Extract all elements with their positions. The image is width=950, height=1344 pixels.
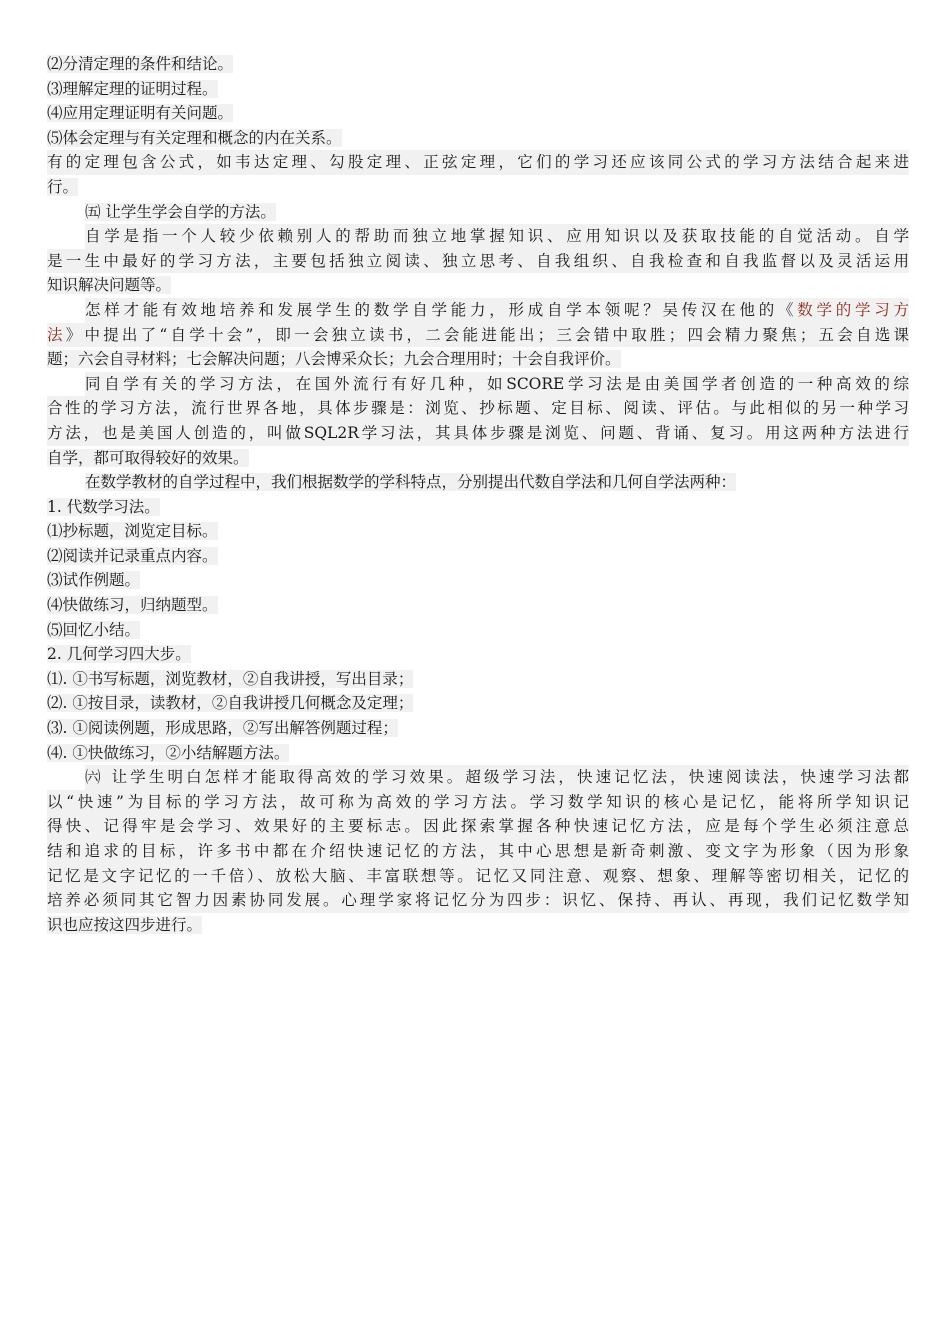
text-line: [47, 396, 909, 421]
text-line-content: [85, 224, 909, 249]
text-segment: ⑷. ①快做练习，②小结解题方法。: [47, 743, 290, 762]
text-segment: ⑷快做练习，归纳题型。: [47, 596, 218, 615]
text-segment: 》中提出了“自学十会”，即一会独立读书，二会能进能出；三会错中取胜；四会精力聚焦；五会自选课: [65, 325, 909, 344]
text-line-content: [47, 571, 140, 589]
text-line: [47, 77, 909, 102]
text-line: [47, 593, 909, 618]
text-line: [47, 495, 909, 520]
text-line-content: [47, 645, 191, 663]
text-line-content: [85, 765, 909, 790]
text-line-content: [47, 694, 413, 712]
text-line: [47, 667, 909, 692]
text-line-content: [47, 421, 909, 446]
text-line: [47, 716, 909, 741]
text-segment: ⑸体会定理与有关定理和概念的内在关系。: [47, 128, 342, 147]
text-line: [47, 249, 909, 274]
text-line: [47, 470, 909, 495]
text-line: [47, 519, 909, 544]
text-line-content: [47, 596, 218, 614]
text-line: [47, 347, 909, 372]
text-segment: ⑶理解定理的证明过程。: [47, 79, 218, 98]
text-line-content: [85, 203, 276, 221]
text-line: [47, 273, 909, 298]
text-line: [47, 642, 909, 667]
text-line-content: [47, 547, 218, 565]
text-segment: 同自学有关的学习方法，在国外流行有好几种，如SCORE学习法是由美国学者创造的一种高效的综: [85, 374, 909, 393]
text-segment: ⑶. ①阅读例题，形成思路，②写出解答例题过程；: [47, 719, 398, 738]
text-segment: 行。: [47, 177, 79, 196]
text-line: [47, 765, 909, 790]
text-line-content: [47, 888, 909, 913]
text-line: [47, 618, 909, 643]
text-line-content: [47, 621, 140, 639]
text-line-content: [47, 178, 78, 196]
text-line: [47, 421, 909, 446]
text-line: [47, 790, 909, 815]
text-line-content: [47, 55, 233, 73]
text-line-content: [47, 323, 909, 348]
text-line: [47, 741, 909, 766]
text-line-content: [47, 104, 233, 122]
text-line: [47, 913, 909, 938]
text-line: [47, 888, 909, 913]
text-segment: 方法，也是美国人创造的，叫做SQL2R学习法，其具体步骤是浏览、问题、背诵、复习。用这两种方法进行: [47, 423, 909, 442]
text-line-content: [47, 864, 909, 889]
text-line: [47, 52, 909, 77]
book-title-text: 数学的学习方: [797, 300, 909, 319]
text-line-content: [47, 670, 413, 688]
text-segment: 培养必须同其它智力因素协同发展。心理学家将记忆分为四步：识忆、保持、再认、再现，我们记忆数学知: [47, 891, 909, 910]
book-title-text: 法: [47, 325, 66, 344]
text-line: [47, 568, 909, 593]
text-segment: ⑵. ①按目录，读教材，②自我讲授几何概念及定理；: [47, 694, 414, 713]
text-line-content: [47, 249, 909, 274]
text-line: [47, 126, 909, 151]
text-segment: ⑶试作例题。: [47, 571, 141, 590]
text-line-content: [47, 80, 218, 98]
text-line-content: [47, 522, 218, 540]
text-line: [47, 372, 909, 397]
document-page: [47, 52, 909, 937]
text-line: [47, 864, 909, 889]
text-line: [47, 224, 909, 249]
text-line: [47, 814, 909, 839]
text-line-content: [85, 473, 736, 491]
text-segment: 自学是指一个人较少依赖别人的帮助而独立地掌握知识、应用知识以及获取技能的自觉活动。自学: [85, 227, 909, 246]
text-segment: 以“快速”为目标的学习方法，故可称为高效的学习方法。学习数学知识的核心是记忆，能将所学知识记: [47, 792, 909, 811]
text-line: [47, 175, 909, 200]
text-line-content: [47, 276, 171, 294]
text-line-content: [47, 790, 909, 815]
text-segment: 在数学教材的自学过程中，我们根据数学的学科特点，分别提出代数自学法和几何自学法两种：: [85, 473, 737, 492]
text-line-content: [47, 150, 909, 175]
text-line: [47, 544, 909, 569]
text-segment: ⑵阅读并记录重点内容。: [47, 546, 218, 565]
text-line-content: [47, 396, 909, 421]
text-line: [47, 323, 909, 348]
text-line-content: [47, 839, 909, 864]
text-line: [47, 446, 909, 471]
text-line: [47, 839, 909, 864]
text-segment: 记忆是文字记忆的一千倍）、放松大脑、丰富联想等。记忆又同注意、观察、想象、理解等密切相关，记忆的: [47, 866, 909, 885]
text-segment: ⑴. ①书写标题，浏览教材，②自我讲授，写出目录；: [47, 669, 414, 688]
text-line: [47, 200, 909, 225]
text-line-content: [47, 498, 160, 516]
text-line-content: [47, 449, 249, 467]
text-line-content: [85, 298, 909, 323]
text-line: [47, 150, 909, 175]
text-segment: ㈥ 让学生明白怎样才能取得高效的学习效果。超级学习法，快速记忆法，快速阅读法，快速学习法都: [85, 768, 909, 787]
text-line-content: [47, 350, 621, 368]
text-segment: 合性的学习方法，流行世界各地，具体步骤是：浏览、抄标题、定目标、阅读、评估。与此相似的另一种学习: [47, 399, 909, 418]
text-segment: 知识解决问题等。: [47, 276, 172, 295]
text-segment: 得快、记得牢是会学习、效果好的主要标志。因此探索掌握各种快速记忆方法，应是每个学生必须注意总: [47, 817, 909, 836]
text-segment: 2. 几何学习四大步。: [47, 645, 191, 664]
text-segment: ⑸回忆小结。: [47, 620, 141, 639]
text-segment: ⑴抄标题，浏览定目标。: [47, 522, 218, 541]
text-segment: 1. 代数学习法。: [47, 497, 160, 516]
text-segment: ㈤ 让学生学会自学的方法。: [85, 202, 276, 221]
text-line-content: [47, 719, 398, 737]
text-line: [47, 298, 909, 323]
text-line: [47, 691, 909, 716]
text-segment: 是一生中最好的学习方法，主要包括独立阅读、独立思考、自我组织、自我检查和自我监督以及灵活运用: [47, 251, 909, 270]
text-segment: 识也应按这四步进行。: [47, 915, 203, 934]
text-line-content: [47, 814, 909, 839]
text-line-content: [85, 372, 909, 397]
text-segment: 自学，都可取得较好的效果。: [47, 448, 249, 467]
text-line: [47, 101, 909, 126]
text-segment: ⑵分清定理的条件和结论。: [47, 55, 234, 73]
text-segment: ⑷应用定理证明有关问题。: [47, 104, 234, 123]
text-segment: 题；六会自寻材料；七会解决问题；八会博采众长；九会合理用时；十会自我评价。: [47, 350, 621, 369]
text-segment: 有的定理包含公式，如韦达定理、勾股定理、正弦定理，它们的学习还应该同公式的学习方法结合起来进: [47, 153, 909, 172]
text-line-content: [47, 129, 342, 147]
text-segment: 结和追求的目标，许多书中都在介绍快速记忆的方法，其中心思想是新奇刺激、变文字为形象（因为形象: [47, 842, 909, 860]
text-line-content: [47, 916, 202, 934]
text-line-content: [47, 744, 289, 762]
text-segment: 怎样才能有效地培养和发展学生的数学自学能力，形成自学本领呢？吴传汉在他的《: [85, 300, 798, 319]
